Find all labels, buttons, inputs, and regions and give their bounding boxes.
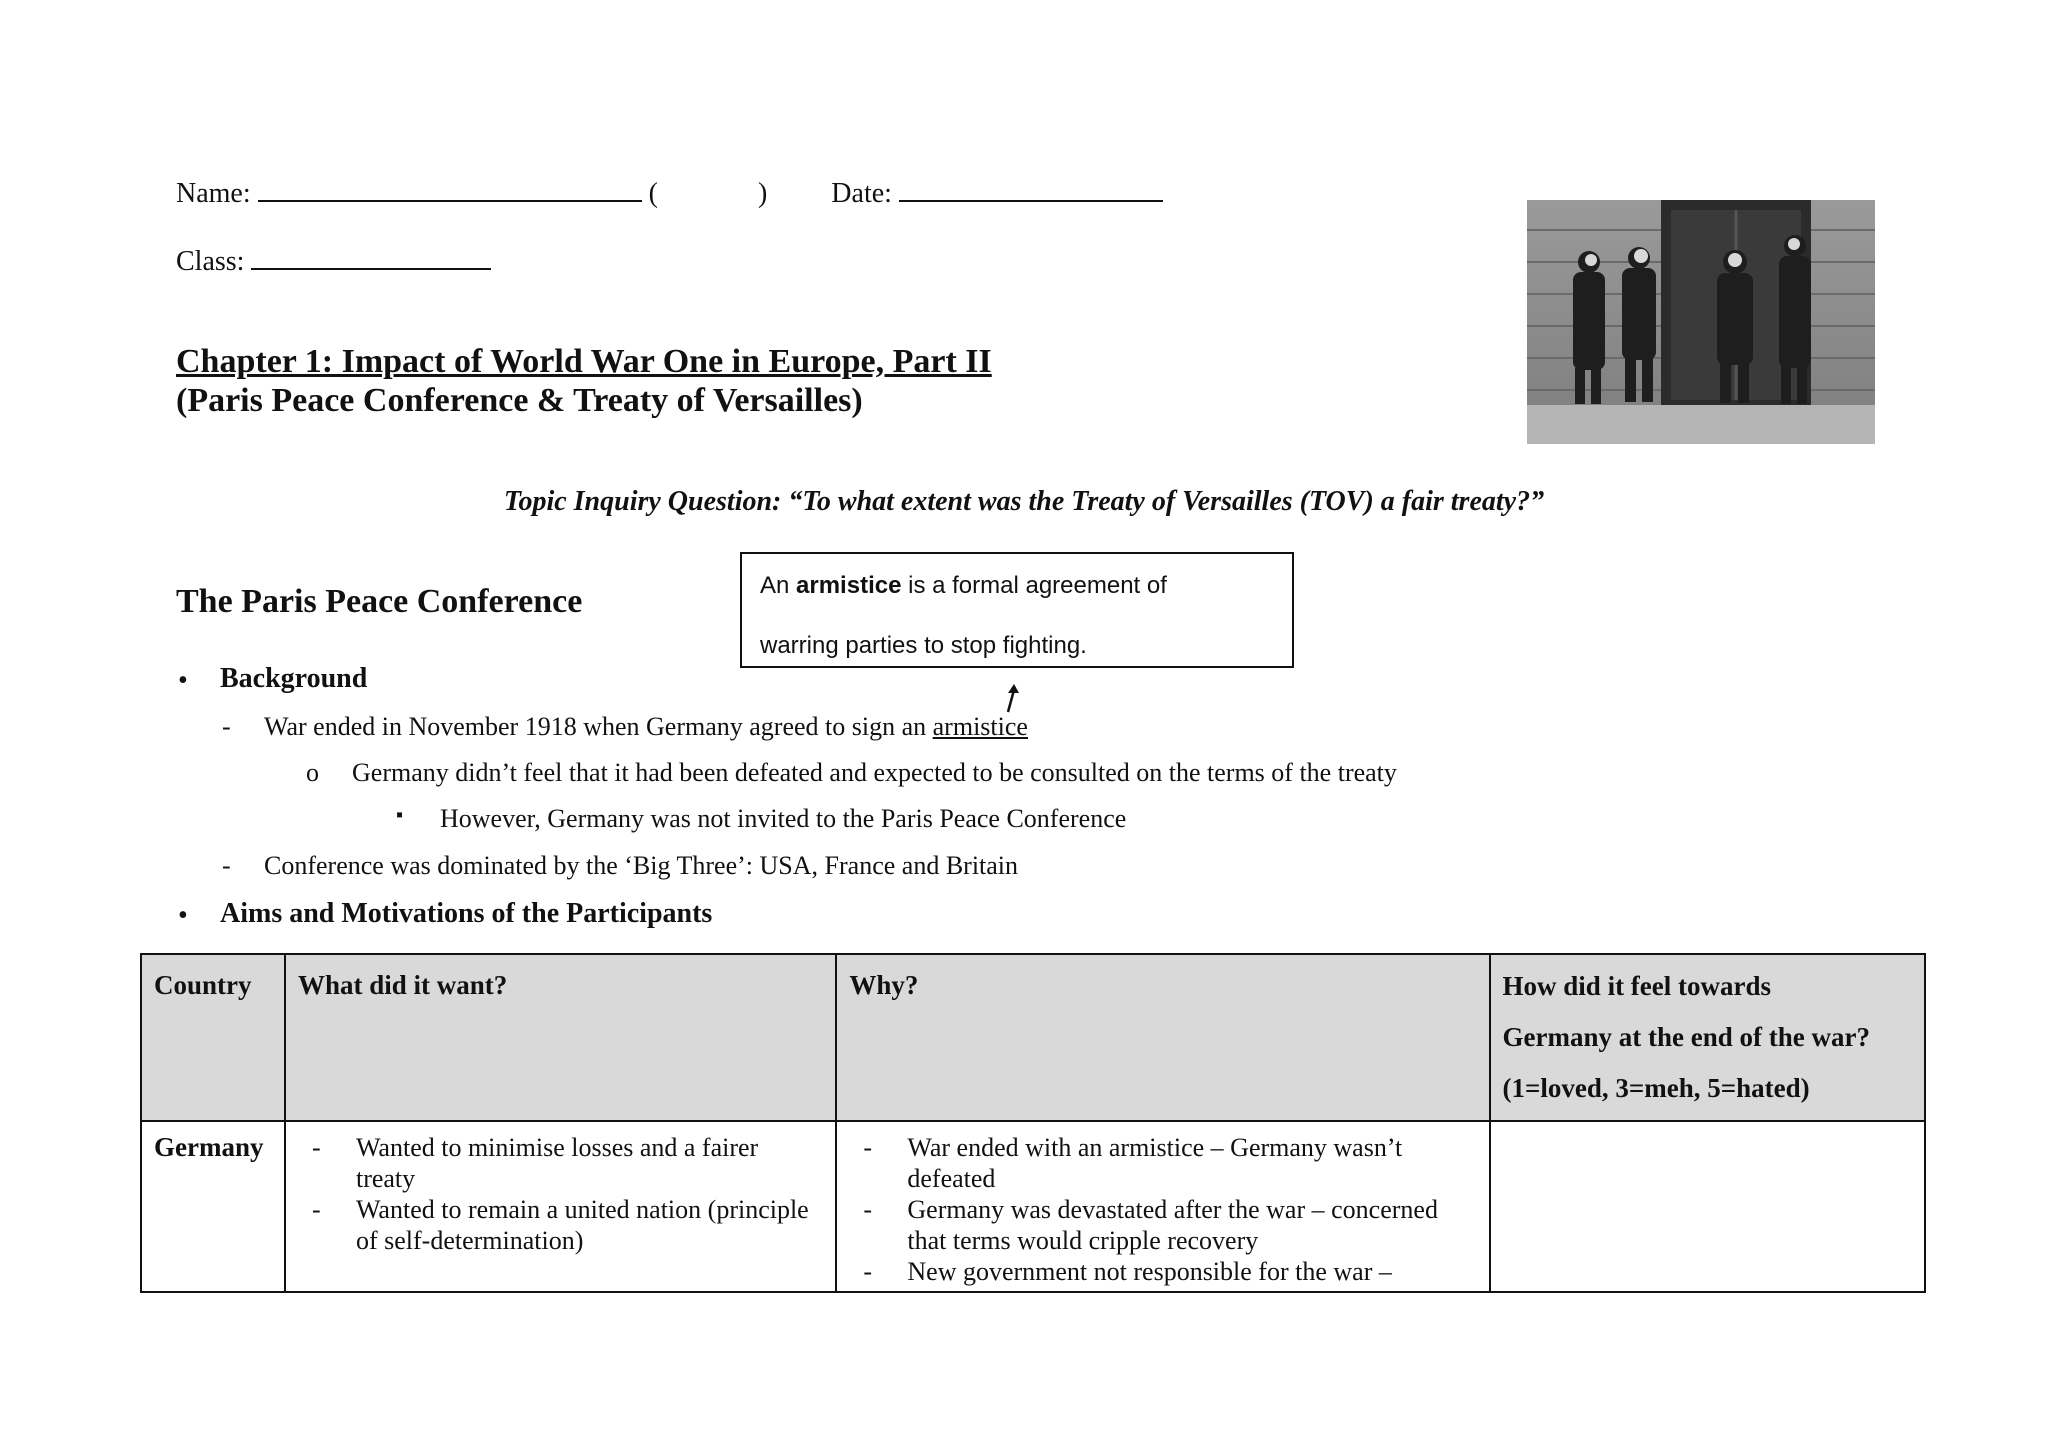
table-row [141, 1121, 1925, 1292]
chapter-subtitle: (Paris Peace Conference & Treaty of Versailles) [176, 382, 863, 419]
definition-term: armistice [796, 572, 902, 599]
arrow-up-icon [1002, 684, 1022, 714]
definition-line-1 [760, 568, 1274, 604]
definition-line-2: warring parties to stop fighting. [760, 632, 1087, 659]
bullet-dot: • [178, 665, 188, 696]
paren-close: ) [757, 178, 768, 209]
aims-heading: Aims and Motivations of the Participants [220, 898, 713, 929]
header-feel-line-1: How did it feel towards [1502, 971, 1772, 1001]
class-label: Class: [176, 246, 245, 277]
paren-open: ( [648, 178, 658, 209]
definition-line1-rest: is a formal agreement of [901, 572, 1167, 599]
date-blank[interactable] [899, 174, 1163, 202]
bullet-dot: • [178, 900, 188, 931]
list-item: - New government not responsible for the war – [849, 1256, 1476, 1287]
class-row [176, 242, 491, 278]
header-want [285, 954, 836, 1121]
name-date-row [176, 174, 1163, 210]
armistice-term: armistice [932, 712, 1028, 741]
armistice-definition-box [740, 552, 1294, 668]
background-line-4: Conference was dominated by the ‘Big Three’: USA, France and Britain [264, 851, 1019, 880]
list-item: - Wanted to minimise losses and a fairer treaty [298, 1132, 823, 1194]
header-country-text: Country [154, 970, 252, 1000]
name-label: Name: [176, 178, 251, 209]
table-header-row [141, 954, 1925, 1121]
aims-table [140, 953, 1926, 1293]
background-line-1 [264, 712, 1028, 742]
dash-marker: - [222, 712, 231, 741]
definition-prefix: An [760, 572, 797, 599]
list-item: - Germany was devastated after the war – concerned that terms would cripple recovery [849, 1194, 1476, 1256]
date-label: Date: [831, 178, 892, 209]
header-why-text: Why? [849, 970, 919, 1000]
topic-inquiry-question: Topic Inquiry Question: “To what extent was the Treaty of Versailles (TOV) a fair treaty?” [503, 486, 1545, 517]
list-item: - War ended with an armistice – Germany wasn’t defeated [849, 1132, 1476, 1194]
why-cell [836, 1121, 1489, 1292]
header-want-text: What did it want? [297, 970, 508, 1000]
background-line-1-text: War ended in November 1918 when Germany agreed to sign an [264, 712, 933, 741]
why-list [849, 1132, 1476, 1287]
background-line-3: However, Germany was not invited to the Paris Peace Conference [440, 804, 1127, 833]
square-marker: ▪ [396, 804, 404, 826]
background-heading: Background [220, 663, 368, 694]
class-blank[interactable] [251, 242, 491, 270]
name-blank[interactable] [258, 174, 642, 202]
dash-marker: - [222, 851, 231, 880]
want-cell [285, 1121, 836, 1292]
country-cell: Germany [141, 1121, 285, 1292]
header-feel-line-2: Germany at the end of the war? [1502, 1022, 1870, 1052]
background-line-2: Germany didn’t feel that it had been defeated and expected to be consulted on the terms of the treaty [352, 758, 1397, 787]
big-four-photo [1527, 200, 1875, 444]
header-feel-stack [1503, 961, 1912, 1114]
feel-rating-cell[interactable] [1490, 1121, 1925, 1292]
circle-marker: o [306, 758, 319, 787]
header-feel-line-3: (1=loved, 3=meh, 5=hated) [1502, 1073, 1810, 1103]
header-country [141, 954, 285, 1121]
chapter-title: Chapter 1: Impact of World War One in Europe, Part II [176, 343, 992, 380]
list-item: - Wanted to remain a united nation (principle of self-determination) [298, 1194, 823, 1256]
header-feel [1490, 954, 1925, 1121]
section-heading: The Paris Peace Conference [176, 583, 583, 620]
header-why [836, 954, 1489, 1121]
want-list [298, 1132, 823, 1256]
